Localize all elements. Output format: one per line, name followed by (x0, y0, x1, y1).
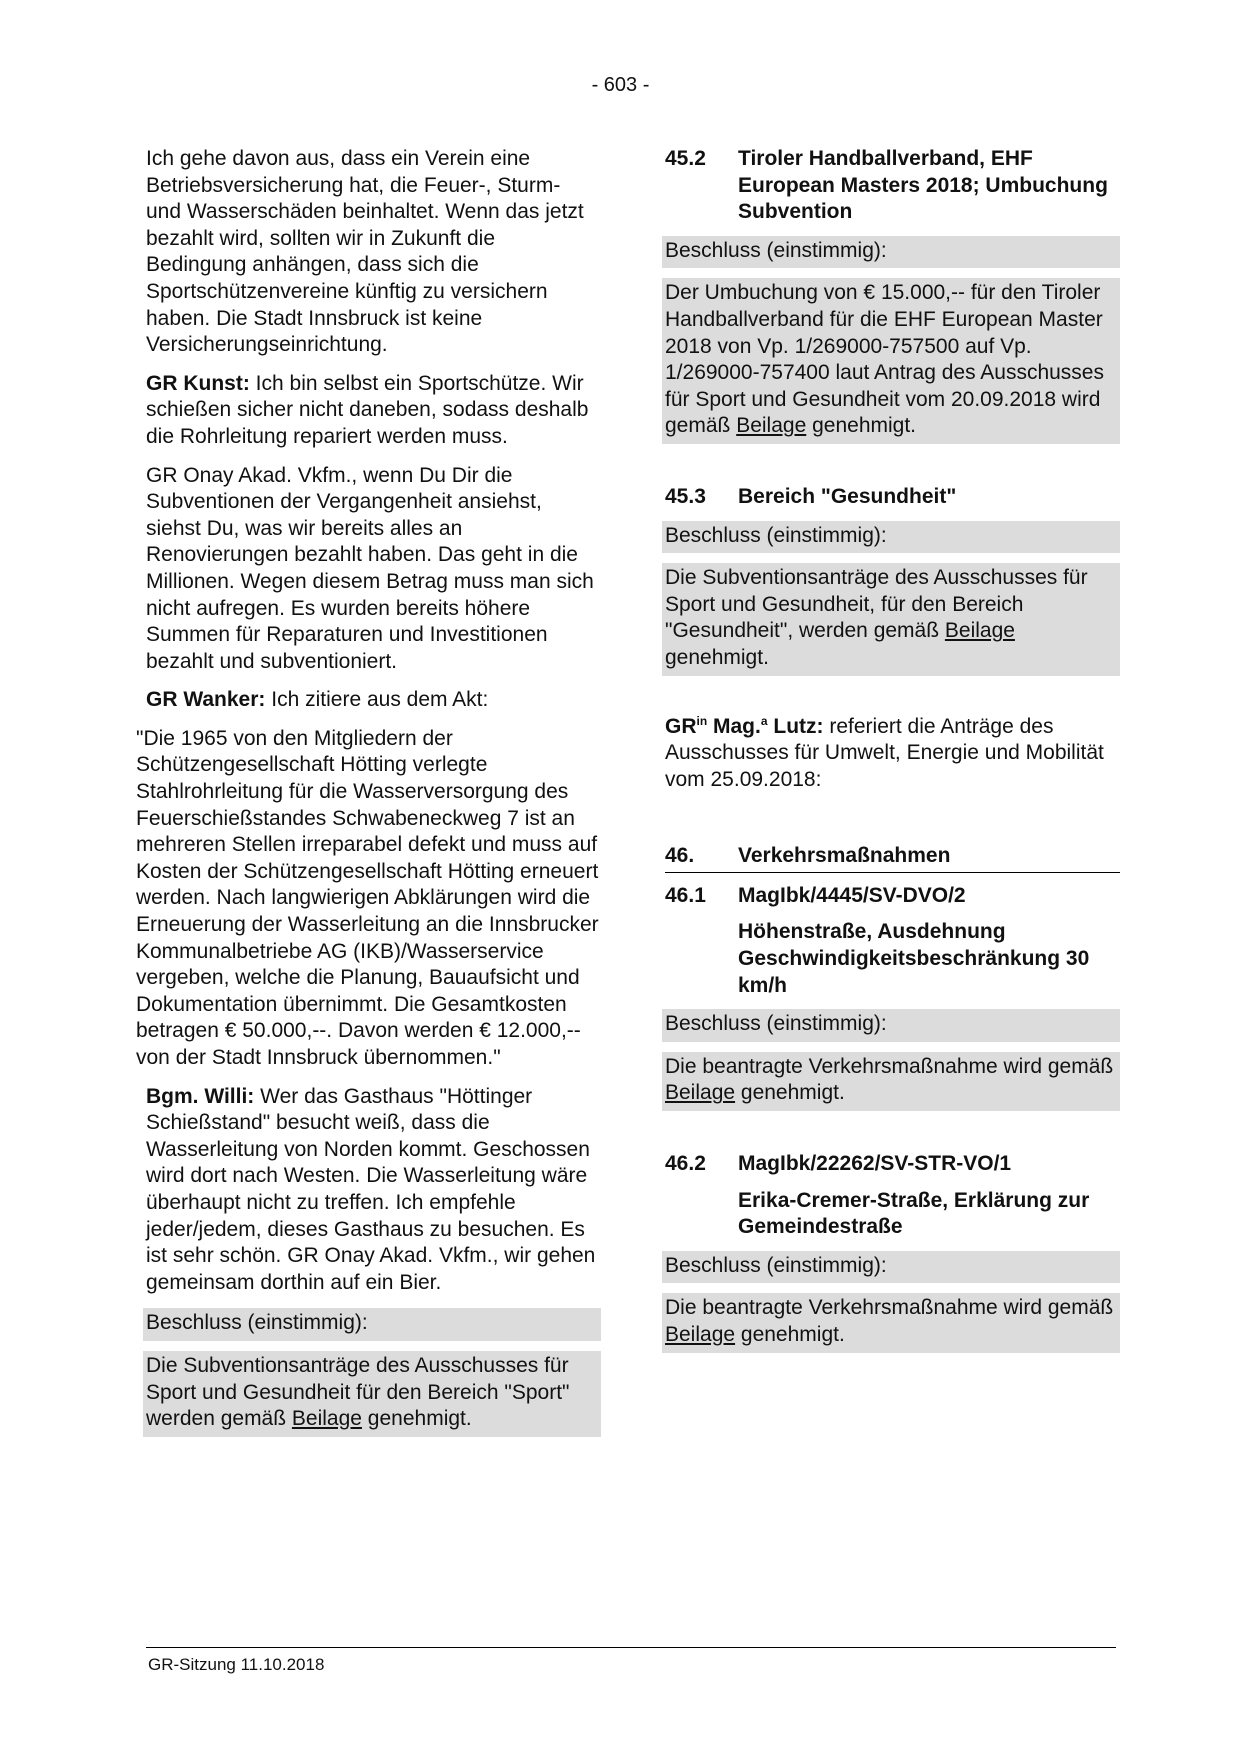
section-heading-46-2 (665, 1151, 1120, 1178)
beschluss-text (662, 563, 1120, 675)
beschluss-text (662, 1052, 1120, 1111)
paragraph (146, 1084, 601, 1297)
beschluss-label: Beschluss (einstimmig): (662, 521, 1120, 554)
beilage-link[interactable]: Beilage (944, 619, 1015, 643)
beschluss-text (143, 1351, 601, 1437)
speech-text: Ich zitiere aus dem Akt: (265, 688, 489, 712)
beschluss-text-part: genehmigt. (806, 414, 917, 438)
speaker-superscript: in (696, 713, 708, 728)
section-number: 46.1 (665, 883, 706, 907)
beschluss-text-part: genehmigt. (735, 1323, 845, 1346)
quotation: "Die 1965 von den Mitgliedern der Schützengesellschaft Hötting verlegte Stahlrohrleitung für die Wasserversorgung des Feuerschießstandes Schwabeneckweg 7 ist an mehreren Stellen irreparabel defekt und muss auf Kosten der Schützengesellschaft Hötting erneuert werden. Nach langwierigen Abklärungen wird die Erneuerung der Wasserleitung an die Innsbrucker Kommunalbetriebe AG (IKB)/Wasserservice vergeben, welche die Planung, Bauaufsicht und Dokumentation übernimmt. Die Gesamtkosten betragen € 50.000,--. Davon werden € 12.000,-- von der Stadt Innsbruck übernommen." (136, 726, 599, 1069)
section-subtitle: Höhenstraße, Ausdehnung Geschwindigkeitsbeschränkung 30 km/h (738, 920, 1090, 997)
speaker: Bgm. Willi: (146, 1084, 255, 1108)
section-number: 46. (665, 844, 695, 868)
beschluss-text-part: Die beantragte Verkehrsmaßnahme wird gemäß (665, 1054, 1114, 1078)
beschluss-label: Beschluss (einstimmig): (662, 1251, 1120, 1284)
section-number: 46.2 (665, 1152, 706, 1176)
speaker-name: Lutz: (767, 714, 824, 738)
beschluss-label: Beschluss (einstimmig): (662, 236, 1120, 269)
footer-text: GR-Sitzung 11.10.2018 (148, 1655, 325, 1674)
beschluss-text-part: genehmigt. (361, 1407, 472, 1431)
beschluss-text-part: Die beantragte Verkehrsmaßnahme wird gemäß (665, 1296, 1114, 1320)
footer-divider (146, 1647, 1116, 1648)
section-number: 45.3 (665, 484, 706, 508)
section-title: MagIbk/22262/SV-STR-VO/1 (738, 1152, 1012, 1176)
paragraph-lutz (665, 714, 1120, 794)
section-heading-45-2 (665, 146, 1120, 226)
speaker (665, 715, 824, 738)
paragraph: GR Onay Akad. Vkfm., wenn Du Dir die Subventionen der Vergangenheit ansiehst, siehst Du, was wir bereits alles an Renovierungen bezahlt haben. Das geht in die Millionen. Wegen diesem Betrag muss man sich nicht aufregen. Es wurden bereits höhere Summen für Reparaturen und Investitionen bezahlt und subventioniert. (146, 463, 594, 673)
speaker-degree: Mag. (707, 714, 761, 738)
beschluss-text (662, 1293, 1120, 1352)
left-column (136, 146, 601, 1437)
beilage-link[interactable]: Beilage (665, 1323, 736, 1346)
section-subtitle: Erika-Cremer-Straße, Erklärung zur Gemeindestraße (738, 1188, 1090, 1239)
speaker-title: GR (665, 714, 697, 738)
page-number: - 603 - (591, 74, 650, 96)
section-heading-45-3 (665, 484, 1120, 511)
section-title: Bereich "Gesundheit" (738, 484, 957, 508)
section-heading-46 (665, 843, 1120, 873)
beschluss-text-part: genehmigt. (735, 1081, 845, 1105)
speech-text: referiert die Anträge des Ausschusses für Umwelt, Energie und Mobilität vom 25.09.2018: (665, 714, 1104, 791)
section-title: MagIbk/4445/SV-DVO/2 (738, 883, 966, 907)
beilage-link[interactable]: Beilage (291, 1407, 362, 1431)
beilage-link[interactable]: Beilage (665, 1081, 736, 1105)
section-number: 45.2 (665, 147, 706, 170)
paragraph (146, 687, 601, 714)
beilage-link[interactable]: Beilage (736, 414, 807, 438)
section-heading-46-1 (665, 883, 1120, 910)
right-column (665, 146, 1120, 1353)
speech-text: Ich bin selbst ein Sportschütze. Wir schießen sicher nicht daneben, sodass deshalb die Rohrleitung repariert werden muss. (146, 371, 589, 448)
beschluss-text (662, 278, 1120, 444)
beschluss-text-part: Der Umbuchung von € 15.000,-- für den Tiroler Handballverband für die EHF European Master 2018 von Vp. 1/269000-757500 auf Vp. 1/269000-757400 laut Antrag des Ausschusses für Sport und Gesundheit vom 20.09.2018 wird gemäß (665, 281, 1104, 438)
speaker: GR Wanker: (146, 688, 266, 712)
beschluss-text-part: Die Subventionsanträge des Ausschusses für Sport und Gesundheit, für den Bereich "Gesundheit", werden gemäß (665, 566, 1088, 643)
speaker-superscript: a (760, 713, 768, 728)
beschluss-text-part: genehmigt. (665, 645, 769, 669)
beschluss-text-part: Die Subventionsanträge des Ausschusses für Sport und Gesundheit für den Bereich "Sport" werden gemäß (146, 1353, 570, 1431)
section-title: Verkehrsmaßnahmen (738, 844, 951, 868)
beschluss-label: Beschluss (einstimmig): (143, 1308, 601, 1341)
speaker: GR Kunst: (146, 371, 250, 395)
paragraph: Ich gehe davon aus, dass ein Verein eine Betriebsversicherung hat, die Feuer-, Sturm- und Wasserschäden beinhaltet. Wenn das jetzt bezahlt wird, sollten wir in Zukunft die Bedingung anhängen, dass sich die Sportschützenvereine künftig zu versichern haben. Die Stadt Innsbruck ist keine Versicherungseinrichtung. (146, 147, 584, 357)
beschluss-label: Beschluss (einstimmig): (662, 1009, 1120, 1042)
section-title: Tiroler Handballverband, EHF European Masters 2018; Umbuchung Subvention (738, 147, 1108, 224)
speech-text: Wer das Gasthaus "Höttinger Schießstand" besucht weiß, dass die Wasserleitung von Norden kommt. Geschossen wird dort nach Westen. Die Wasserleitung wäre überhaupt nicht zu treffen. Ich empfehle jeder/jedem, dieses Gasthaus zu besuchen. Es ist sehr schön. GR Onay Akad. Vkfm., wir gehen gemeinsam dorthin auf ein Bier. (146, 1084, 596, 1294)
paragraph (146, 371, 601, 451)
